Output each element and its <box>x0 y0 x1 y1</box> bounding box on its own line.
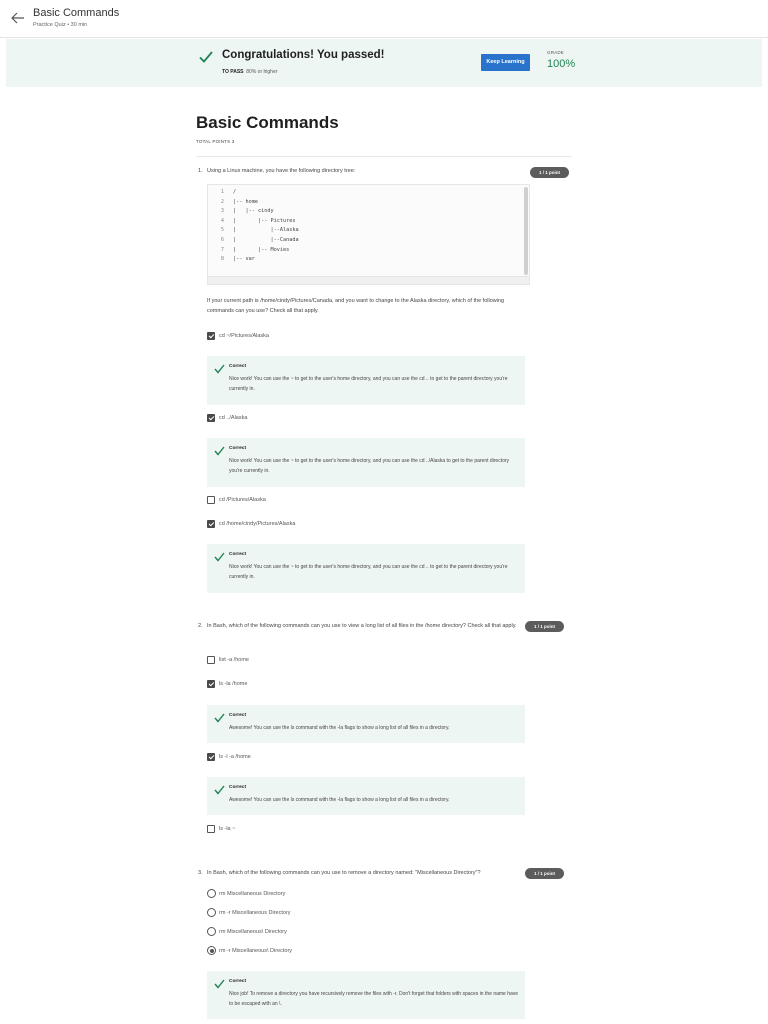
check-icon <box>214 446 225 456</box>
code-line: 2 |-- home <box>220 198 258 205</box>
code-line: 6 | |--Canada <box>220 237 299 243</box>
feedback-correct: Correct Awesome! You can use the ls command with the -la flags to show a long list of all files in a directory. <box>207 705 525 743</box>
feedback-correct: Correct Nice work! You can use the ~ to get to the user's home directory, and you can use the cd ../Alaska to get to the parent directory you're currently in. <box>207 438 525 487</box>
code-line: 7 | |-- Movies <box>220 246 290 253</box>
checkbox[interactable] <box>207 680 215 688</box>
question-2-points-badge: 1 / 1 point <box>525 621 564 632</box>
code-line: 8 |-- var <box>220 256 255 263</box>
question-1-points-badge: 1 / 1 point <box>530 167 569 178</box>
feedback-correct: Correct Awesome! You can use the ls command with the -la flags to show a long list of all files in a directory. <box>207 777 525 815</box>
top-bar <box>0 0 768 38</box>
radio-button[interactable] <box>207 946 216 955</box>
grade-label: GRADE <box>547 50 565 55</box>
radio-button[interactable] <box>207 927 216 936</box>
total-points: TOTAL POINTS 3 <box>196 139 235 144</box>
code-line: 5 | |--Alaska <box>220 227 299 234</box>
radio-button[interactable] <box>207 889 216 898</box>
checkbox[interactable] <box>207 825 215 833</box>
radio-button[interactable] <box>207 908 216 917</box>
feedback-correct: Correct Nice work! You can use the ~ to get to the user's home directory, and you can use the cd .. to get to the parent directory you're currently in. <box>207 356 525 405</box>
question-3-number: 3. <box>198 870 203 876</box>
checkbox[interactable] <box>207 520 215 528</box>
keep-learning-button[interactable]: Keep Learning <box>481 54 530 71</box>
result-banner <box>6 39 762 87</box>
checkbox[interactable] <box>207 656 215 664</box>
question-1-followup: If your current path is /home/cindy/Pictures/Canada, and you want to change to the Alaska directory, which of the following commands can you use? Check all that apply. <box>207 298 505 314</box>
course-title: Basic Commands <box>33 7 120 19</box>
grade-value: 100% <box>547 58 576 70</box>
question-2-prompt: In Bash, which of the following commands can you use to view a long list of all files in the /home directory? Check all that apply. <box>207 623 517 629</box>
vertical-scrollbar[interactable] <box>524 187 528 275</box>
checkbox[interactable] <box>207 496 215 504</box>
code-line: 4 | |-- Pictures <box>220 217 296 224</box>
question-1-prompt: Using a Linux machine, you have the following directory tree: <box>207 168 356 174</box>
feedback-correct: Correct Nice job! To remove a directory you have recursively remove the files with -r. Don't forget that folders with spaces in the name have to be escaped with an \. <box>207 971 525 1019</box>
horizontal-scrollbar[interactable] <box>208 276 529 284</box>
question-2-number: 2. <box>198 623 203 629</box>
question-1-number: 1. <box>198 168 203 174</box>
check-icon <box>214 364 225 374</box>
check-icon <box>214 785 225 795</box>
code-line: 1 / <box>220 189 237 195</box>
back-arrow-icon[interactable] <box>9 9 27 27</box>
check-icon <box>214 713 225 723</box>
checkbox[interactable] <box>207 753 215 761</box>
check-icon <box>214 979 225 989</box>
page-title: Basic Commands <box>196 113 339 132</box>
pass-message: Congratulations! You passed! <box>222 49 385 61</box>
directory-tree-code-block[interactable] <box>207 184 530 285</box>
divider <box>196 156 572 157</box>
checkbox[interactable] <box>207 332 215 340</box>
check-icon <box>214 552 225 562</box>
code-line: 3 | |-- cindy <box>220 208 274 215</box>
question-3-prompt: In Bash, which of the following commands can you use to remove a directory named: "Miscellaneous Directory"? <box>207 870 481 876</box>
check-icon <box>198 49 214 65</box>
checkbox[interactable] <box>207 414 215 422</box>
feedback-correct: Correct Nice work! You can use the ~ to get to the user's home directory, and you can use the cd .. to get to the parent directory you're currently in. <box>207 544 525 593</box>
quiz-meta: Practice Quiz • 30 min <box>33 22 88 28</box>
question-3-points-badge: 1 / 1 point <box>525 868 564 879</box>
pass-threshold: TO PASS 80% or higher <box>222 69 278 75</box>
